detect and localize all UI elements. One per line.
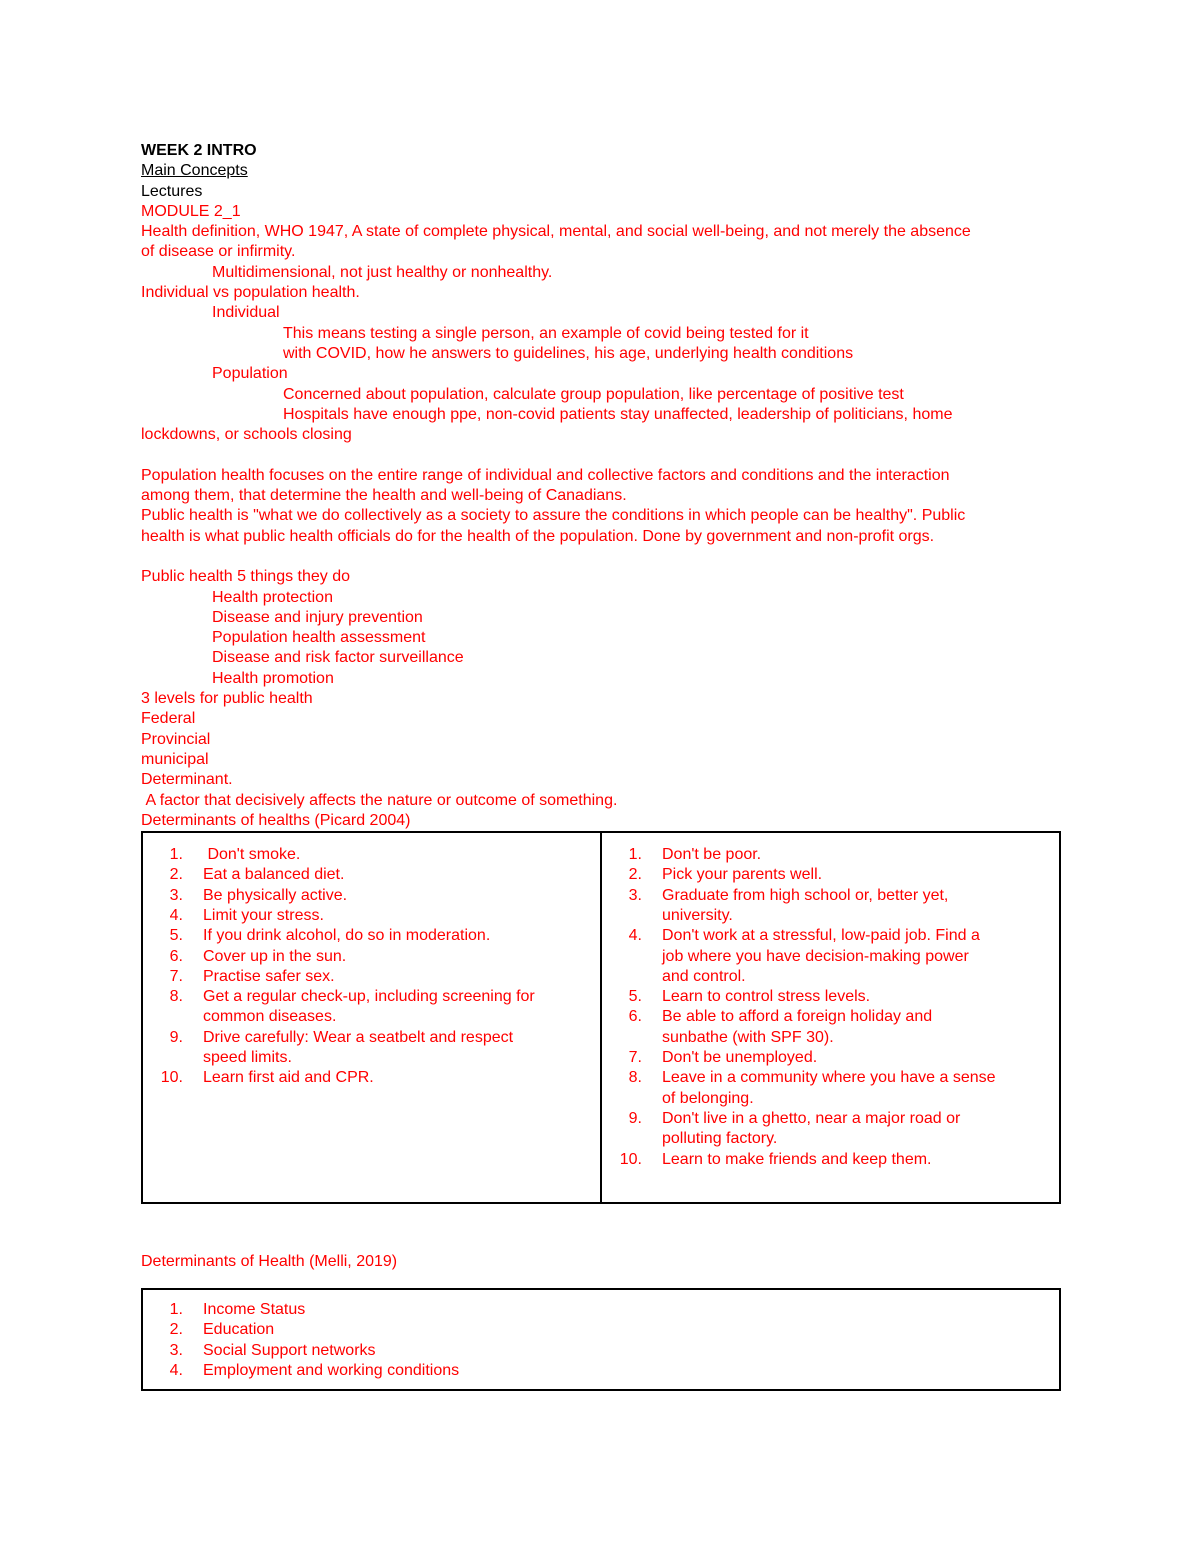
list-item-text-line: Don't smoke. [203,846,301,864]
melli-heading: Determinants of Health (Melli, 2019) [141,1252,398,1270]
list-item [143,1068,592,1088]
list-item-number: 4. [169,1362,183,1380]
list-item-text-line: Pick your parents well. [662,866,823,884]
list-item [602,865,1051,885]
determinant-heading: Determinant. [141,771,233,789]
list-item-text: Social Support networks [203,1341,376,1359]
list-item-text [203,865,592,885]
list-item-text-line: Learn to control stress levels. [662,988,871,1006]
individual-description-1: This means testing a single person, an example of covid being tested for it [283,324,809,342]
population-description-3: lockdowns, or schools closing [141,426,352,444]
list-item [143,1320,1051,1340]
list-item-text [662,987,1051,1007]
determinant-definition: A factor that decisively affects the nature or outcome of something. [141,791,618,809]
list-item-text [662,1068,1051,1109]
list-item-number: 1. [169,846,183,864]
list-item-text-line: Learn to make friends and keep them. [662,1150,932,1168]
list-item-text: Income Status [203,1301,306,1319]
spacer [141,547,1066,567]
multidimensional-note: Multidimensional, not just healthy or nonhealthy. [212,263,553,281]
public-health-thing-item: Disease and risk factor surveillance [212,649,464,667]
public-health-thing-item: Disease and injury prevention [212,608,423,626]
list-item-text-line: Cover up in the sun. [203,947,347,965]
list-item-number: 7. [628,1049,642,1067]
list-item-number: 4. [169,906,183,924]
level-item: municipal [141,750,209,768]
list-item-text-line: sunbathe (with SPF 30). [662,1028,834,1046]
individual-vs-population: Individual vs population health. [141,284,360,302]
spacer [141,1272,1066,1288]
population-health-paragraph-1: Population health focuses on the entire range of individual and collective factors and conditions and the interaction [141,466,950,484]
list-item [602,886,1051,927]
list-item-text-line: university. [662,906,733,924]
list-item [602,1048,1051,1068]
list-item [143,865,592,885]
list-item-text-line: Be physically active. [203,886,348,904]
list-item-text [662,865,1051,885]
list-item [602,1109,1051,1150]
list-item [143,845,592,865]
list-item-text-line: common diseases. [203,1008,337,1026]
list-item-text [662,1109,1051,1150]
list-item [143,1028,592,1069]
individual-label: Individual [212,304,280,322]
public-health-thing-item: Health promotion [212,669,334,687]
list-item [143,987,592,1028]
list-item [143,1361,1051,1381]
list-item-text [203,1028,592,1069]
list-item-text-line: Don't live in a ghetto, near a major road or [662,1109,961,1127]
list-item [602,1007,1051,1048]
public-health-paragraph-1: Public health is "what we do collectively as a society to assure the conditions in which people can be healthy". Public [141,507,966,525]
melli-list [143,1300,1051,1381]
picard-left-column [143,833,600,1202]
public-health-paragraph-2: health is what public health officials do for the health of the population. Done by government and non-profit orgs. [141,527,935,545]
list-item [143,886,592,906]
list-item-text [662,1007,1051,1048]
list-item-number: 3. [169,1341,183,1359]
list-item [143,967,592,987]
list-item-number: 3. [628,886,642,904]
list-item [602,1068,1051,1109]
list-item-text [662,1150,1051,1170]
picard-left-list [143,845,592,1089]
list-item-text [203,926,592,946]
list-item-number: 6. [628,1008,642,1026]
list-item-text-line: Don't work at a stressful, low-paid job. Find a [662,927,980,945]
list-item-number: 2. [628,866,642,884]
list-item-text-line: Get a regular check-up, including screening for [203,988,535,1006]
list-item-number: 5. [169,927,183,945]
list-item-text [203,967,592,987]
list-item [602,1150,1051,1170]
list-item-text-line: Don't be unemployed. [662,1049,818,1067]
list-item-number: 9. [628,1109,642,1127]
list-item-number: 2. [169,1321,183,1339]
list-item-text: Employment and working conditions [203,1362,460,1380]
list-item-text-line: and control. [662,967,746,985]
list-item-number: 1. [169,1301,183,1319]
list-item-number: 8. [169,988,183,1006]
list-item-text-line: Be able to afford a foreign holiday and [662,1008,933,1026]
spacer [141,445,1066,465]
health-definition-line-2: of disease or infirmity. [141,243,296,261]
list-item-number: 6. [169,947,183,965]
list-item [143,1341,1051,1361]
list-item-text [662,886,1051,927]
list-item-text-line: Limit your stress. [203,906,324,924]
list-item-text-line: Drive carefully: Wear a seatbelt and respect [203,1028,514,1046]
list-item-text [662,845,1051,865]
public-health-things-heading: Public health 5 things they do [141,568,351,586]
list-item-text [203,845,592,865]
individual-description-2: with COVID, how he answers to guidelines, his age, underlying health conditions [283,344,854,362]
list-item-text-line: of belonging. [662,1089,754,1107]
public-health-thing-item: Health protection [212,588,333,606]
picard-heading: Determinants of healths (Picard 2004) [141,811,411,829]
list-item-number: 7. [169,967,183,985]
list-item [143,926,592,946]
list-item-text [662,1048,1051,1068]
list-item-number: 2. [169,866,183,884]
picard-right-column [600,833,1059,1202]
list-item-text-line: If you drink alcohol, do so in moderation. [203,927,491,945]
public-health-thing-item: Population health assessment [212,629,426,647]
population-health-paragraph-2: among them, that determine the health and well-being of Canadians. [141,487,627,505]
list-item-text [662,926,1051,987]
list-item-number: 5. [628,988,642,1006]
list-item [602,926,1051,987]
list-item-text-line: Learn first aid and CPR. [203,1069,374,1087]
list-item-number: 8. [628,1069,642,1087]
list-item [143,906,592,926]
population-label: Population [212,365,288,383]
population-description-2: Hospitals have enough ppe, non-covid patients stay unaffected, leadership of politicians, home [283,405,953,423]
list-item-text-line: speed limits. [203,1049,292,1067]
picard-right-list [602,845,1051,1170]
list-item-text [203,906,592,926]
document-page [141,141,1066,1391]
list-item-text [203,886,592,906]
list-item [143,1300,1051,1320]
list-item-text-line: Practise safer sex. [203,967,335,985]
spacer [141,1204,1066,1252]
list-item-text [203,987,592,1028]
list-item-number: 4. [628,927,642,945]
main-concepts-heading: Main Concepts [141,162,248,180]
document-title: WEEK 2 INTRO [141,142,257,159]
list-item-text-line: Leave in a community where you have a sense [662,1069,996,1087]
list-item [602,845,1051,865]
list-item-text-line: polluting factory. [662,1130,778,1148]
list-item [602,987,1051,1007]
list-item-number: 1. [628,846,642,864]
health-definition-line-1: Health definition, WHO 1947, A state of complete physical, mental, and social well-being, and not merely the absence [141,223,971,241]
level-item: Provincial [141,730,211,748]
levels-heading: 3 levels for public health [141,690,313,708]
list-item-text-line: Don't be poor. [662,846,762,864]
level-item: Federal [141,710,196,728]
list-item-number: 9. [169,1028,183,1046]
list-item-text [203,1068,592,1088]
list-item [143,947,592,967]
list-item-text-line: Graduate from high school or, better yet, [662,886,949,904]
picard-determinants-table [141,831,1061,1204]
module-heading: MODULE 2_1 [141,202,241,220]
list-item-text-line: job where you have decision-making power [662,947,969,965]
list-item-number: 3. [169,886,183,904]
lectures-label: Lectures [141,182,203,200]
list-item-number: 10. [619,1150,642,1168]
list-item-number: 10. [160,1069,183,1087]
list-item-text [203,947,592,967]
population-description-1: Concerned about population, calculate group population, like percentage of positive test [283,385,904,403]
list-item-text-line: Eat a balanced diet. [203,866,345,884]
list-item-text: Education [203,1321,275,1339]
melli-determinants-box [141,1288,1061,1391]
